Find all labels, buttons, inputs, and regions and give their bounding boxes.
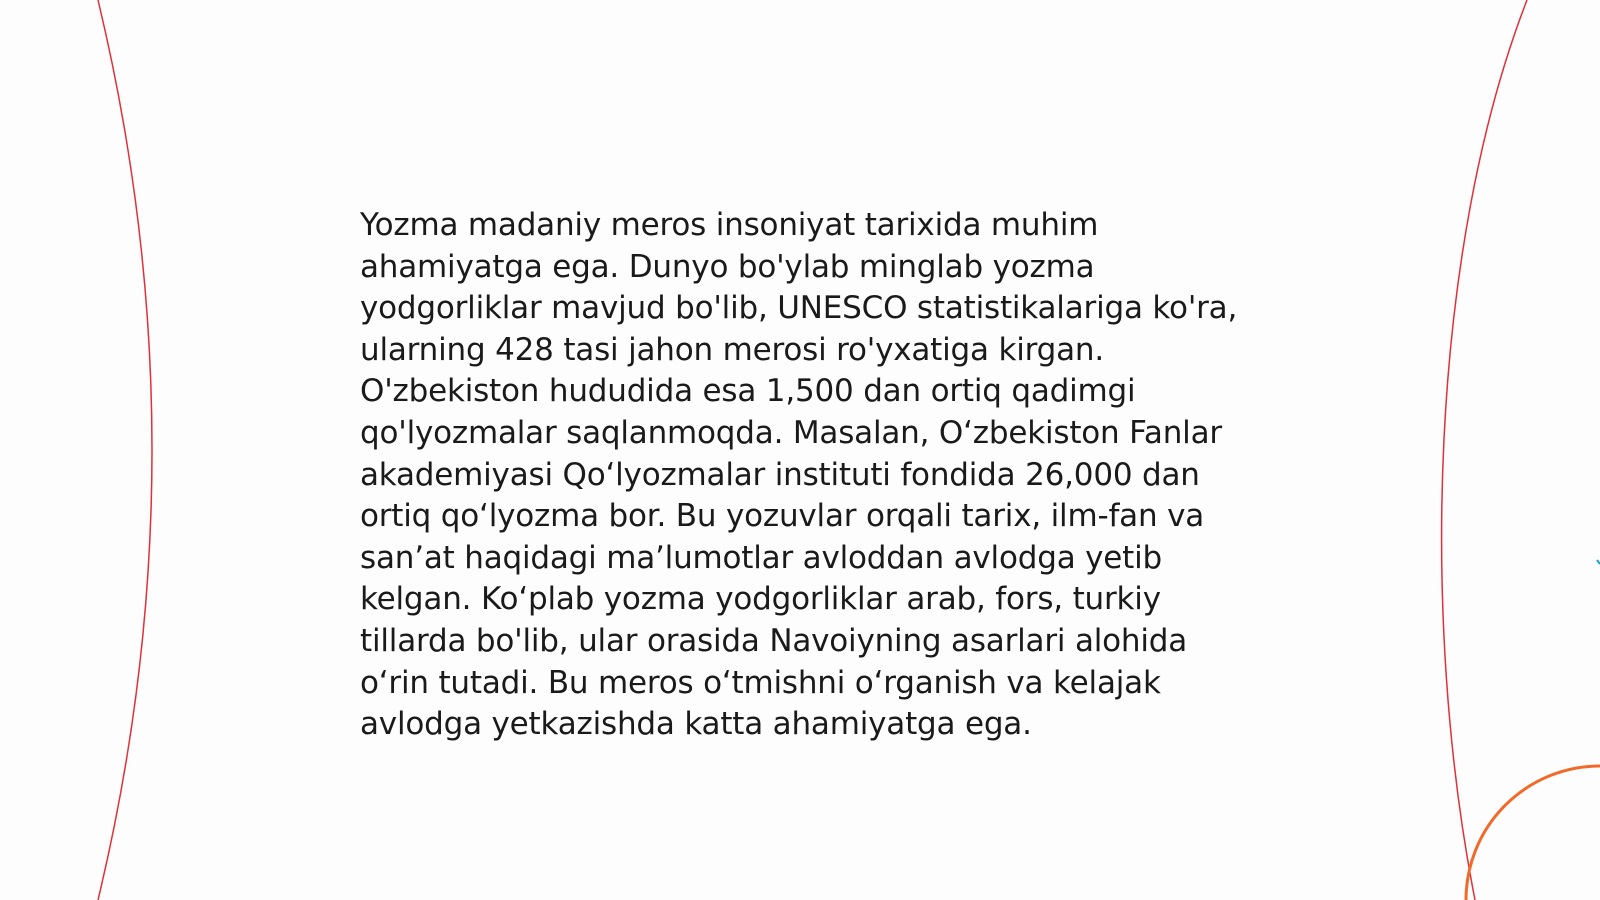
orange-circle-arc [1466,766,1600,900]
right-arc-line [1442,0,1527,900]
body-paragraph: Yozma madaniy meros insoniyat tarixida muhim ahamiyatga ega. Dunyo bo'ylab minglab yozma yodgorliklar mavjud bo'lib, UNESCO statistikalariga ko'ra, ularning 428 tasi jahon merosi ro'yxatiga kirgan. O'zbekiston hududida esa 1,500 dan ortiq qadimgi qo'lyozmalar saqlanmoqda. Masalan, O‘zbekiston Fanlar akademiyasi Qo‘lyozmalar instituti fondida 26,000 dan ortiq qo‘lyozma bor. Bu yozuvlar orqali tarix, ilm-fan va san’at haqidagi ma’lumotlar avloddan avlodga yetib kelgan. Ko‘plab yozma yodgorliklar arab, fors, turkiy tillarda bo'lib, ular orasida Navoiyning asarlari alohida o‘rin tutadi. Bu meros o‘tmishni o‘rganish va kelajak avlodga yetkazishda katta ahamiyatga ega. [360,207,1238,743]
left-arc-line [98,0,152,900]
